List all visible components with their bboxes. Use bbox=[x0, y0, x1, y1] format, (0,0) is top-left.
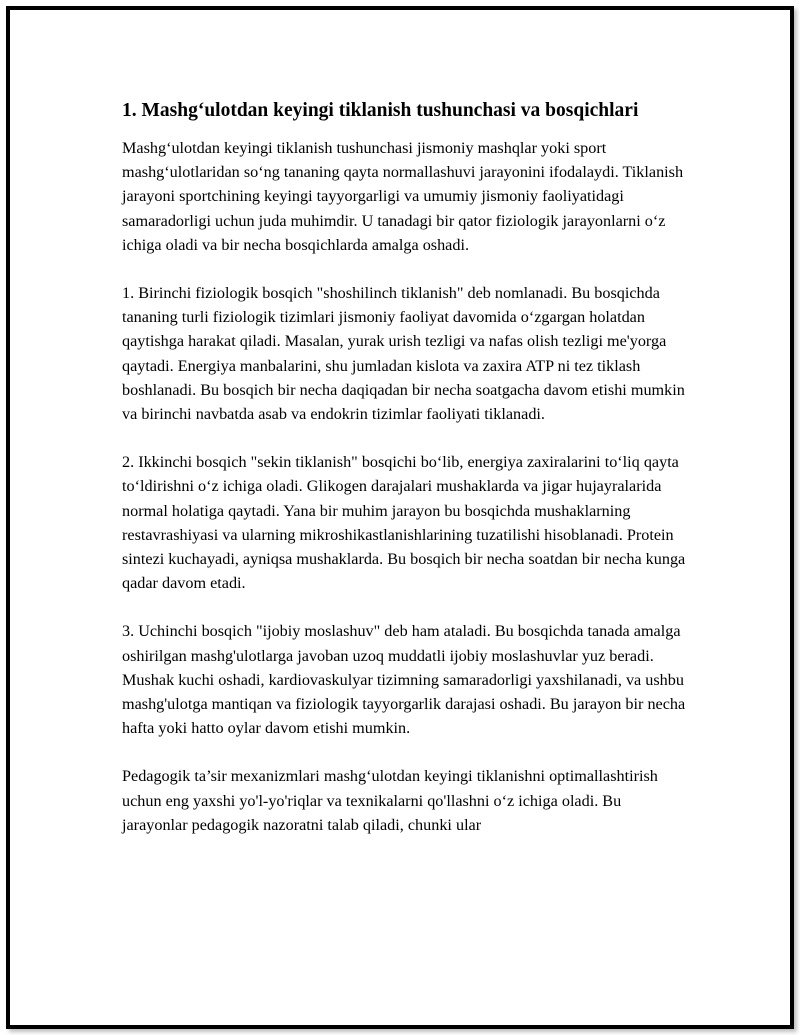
stage-one-paragraph: 1. Birinchi fiziologik bosqich "shoshilinch tiklanish" deb nomlanadi. Bu bosqichda tananing turli fiziologik tizimlari jismoniy faoliyat davomida o‘zgargan holatdan qaytishga harakat qiladi. Masalan, yurak urish tezligi va nafas olish tezligi me'yorga qaytadi. Energiya manbalarini, shu jumladan kislota va zaxira ATP ni tez tiklash boshlanadi. Bu bosqich bir necha daqiqadan bir necha soatgacha davom etishi mumkin va birinchi navbatda asab va endokrin tizimlar faoliyati tiklanadi. bbox=[122, 284, 685, 424]
document-page bbox=[6, 6, 794, 1029]
document-content bbox=[122, 98, 690, 861]
pedagogical-paragraph: Pedagogik ta’sir mexanizmlari mashg‘ulotdan keyingi tiklanishni optimallashtirish uchun eng yaxshi yo'l-yo'riqlar va texnikalarni qo'llashni o‘z ichiga oladi. Bu jarayonlar pedagogik nazoratni talab qiladi, chunki ular bbox=[122, 767, 658, 834]
stage-three-paragraph: 3. Uchinchi bosqich "ijobiy moslashuv" deb ham ataladi. Bu bosqichda tanada amalga oshirilgan mashg'ulotlarga javoban uzoq muddatli ijobiy moslashuvlar yuz beradi. Mushak kuchi oshadi, kardiovaskulyar tizimning samaradorligi yaxshilanadi, va ushbu mashg'ulotga mantiqan va fiziologik tayyorgarlik darajasi oshadi. Bu jarayon bir necha hafta yoki hatto oylar davom etishi mumkin. bbox=[122, 622, 686, 738]
stage-two-paragraph: 2. Ikkinchi bosqich "sekin tiklanish" bosqichi bo‘lib, energiya zaxiralarini to‘liq qayta to‘ldirishni o‘z ichiga oladi. Glikogen darajalari mushaklarda va jigar hujayralarida normal holatiga qaytadi. Yana bir muhim jarayon bu bosqichda mushaklarning restavrashiyasi va ularning mikroshikastlanishlarining tuzatilishi hisoblanadi. Protein sintezi kuchayadi, ayniqsa mushaklarda. Bu bosqich bir necha soatdan bir necha kunga qadar davom etadi. bbox=[122, 453, 686, 593]
intro-paragraph: Mashg‘ulotdan keyingi tiklanish tushunchasi jismoniy mashqlar yoki sport mashg‘ulotlaridan so‘ng tananing qayta normallashuvi jarayonini ifodalaydi. Tiklanish jarayoni sportchining keyingi tayyorgarligi va umumiy jismoniy faoliyatidagi samaradorligi uchun juda muhimdir. U tanadagi bir qator fiziologik jarayonlarni o‘z ichiga oladi va bir necha bosqichlarda amalga oshadi. bbox=[122, 139, 684, 254]
section-heading: 1. Mashg‘ulotdan keyingi tiklanish tushunchasi va bosqichlari bbox=[122, 100, 639, 121]
